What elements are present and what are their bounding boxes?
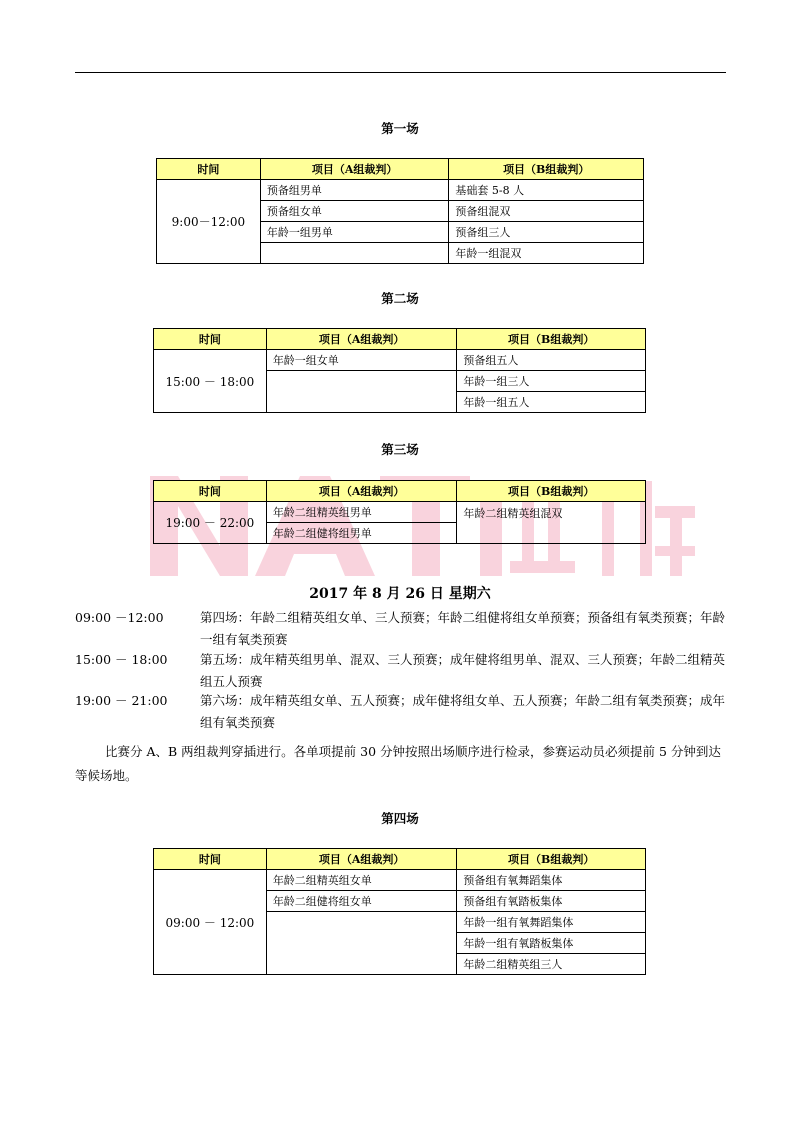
a-cell: 年龄一组女单 bbox=[266, 350, 457, 371]
b-cell: 年龄二组精英组三人 bbox=[457, 954, 646, 975]
time-cell: 15:00 － 18:00 bbox=[154, 350, 267, 413]
header-b: 项目（B组裁判） bbox=[457, 849, 646, 870]
session-1-table bbox=[156, 158, 644, 264]
schedule-desc: 第五场：成年精英组男单、混双、三人预赛；成年健将组男单、混双、三人预赛；年龄二组精英组五人预赛 bbox=[200, 652, 726, 689]
schedule-line bbox=[75, 690, 735, 734]
time-cell: 09:00 － 12:00 bbox=[154, 870, 267, 975]
a-cell: 年龄一组男单 bbox=[260, 222, 449, 243]
schedule-desc: 第四场：年龄二组精英组女单、三人预赛；年龄二组健将组女单预赛；预备组有氧类预赛；年龄一组有氧类预赛 bbox=[200, 610, 726, 647]
session-4-table bbox=[153, 848, 646, 975]
header-a: 项目（A组裁判） bbox=[260, 159, 449, 180]
b-cell: 预备组混双 bbox=[449, 201, 644, 222]
a-cell: 预备组女单 bbox=[260, 201, 449, 222]
a-cell: 年龄二组健将组女单 bbox=[266, 891, 457, 912]
b-cell: 年龄一组混双 bbox=[449, 243, 644, 264]
a-cell-empty bbox=[266, 371, 457, 413]
b-cell: 预备组有氧舞蹈集体 bbox=[457, 870, 646, 891]
session-3-title: 第三场 bbox=[381, 442, 419, 457]
header-a: 项目（A组裁判） bbox=[266, 481, 457, 502]
session-2-table bbox=[153, 328, 646, 413]
schedule-time: 09:00 －12:00 bbox=[75, 610, 164, 625]
header-rule bbox=[75, 72, 726, 73]
date-title: 2017 年 8 月 26 日 星期六 bbox=[309, 586, 491, 602]
header-time: 时间 bbox=[154, 329, 267, 350]
table-header-row bbox=[154, 329, 646, 350]
header-time: 时间 bbox=[154, 481, 267, 502]
b-cell: 基础套 5-8 人 bbox=[449, 180, 644, 201]
session-1-title: 第一场 bbox=[381, 121, 419, 136]
a-cell: 年龄二组健将组男单 bbox=[266, 523, 457, 544]
schedule-time: 15:00 － 18:00 bbox=[75, 652, 168, 667]
table-header-row bbox=[154, 481, 646, 502]
header-b: 项目（B组裁判） bbox=[457, 481, 646, 502]
b-cell: 年龄一组有氧舞蹈集体 bbox=[457, 912, 646, 933]
note-paragraph: 比赛分 A、B 两组裁判穿插进行。各单项提前 30 分钟按照出场顺序进行检录，参赛运动员必须提前 5 分钟到达等候场地。 bbox=[75, 744, 721, 783]
session-3-table bbox=[153, 480, 646, 544]
table-row bbox=[154, 350, 646, 371]
header-time: 时间 bbox=[157, 159, 261, 180]
a-cell-empty bbox=[266, 912, 457, 975]
a-cell: 预备组男单 bbox=[260, 180, 449, 201]
table-header-row bbox=[157, 159, 644, 180]
b-cell: 预备组有氧踏板集体 bbox=[457, 891, 646, 912]
a-cell bbox=[260, 243, 449, 264]
b-cell: 年龄一组有氧踏板集体 bbox=[457, 933, 646, 954]
b-cell: 年龄二组精英组混双 bbox=[457, 502, 646, 544]
a-cell: 年龄二组精英组女单 bbox=[266, 870, 457, 891]
table-row bbox=[154, 870, 646, 891]
schedule-line bbox=[75, 607, 735, 651]
session-2-title: 第二场 bbox=[381, 291, 419, 306]
header-b: 项目（B组裁判） bbox=[449, 159, 644, 180]
time-cell: 9:00－12:00 bbox=[157, 180, 261, 264]
b-cell: 预备组三人 bbox=[449, 222, 644, 243]
table-row bbox=[157, 180, 644, 201]
header-time: 时间 bbox=[154, 849, 267, 870]
b-cell: 年龄一组五人 bbox=[457, 392, 646, 413]
b-cell: 年龄一组三人 bbox=[457, 371, 646, 392]
header-a: 项目（A组裁判） bbox=[266, 849, 457, 870]
time-cell: 19:00 － 22:00 bbox=[154, 502, 267, 544]
header-b: 项目（B组裁判） bbox=[457, 329, 646, 350]
session-4-title: 第四场 bbox=[381, 811, 419, 826]
schedule-desc: 第六场：成年精英组女单、五人预赛；成年健将组女单、五人预赛；年龄二组有氧类预赛；成年组有氧类预赛 bbox=[200, 693, 726, 730]
b-cell: 预备组五人 bbox=[457, 350, 646, 371]
schedule-line bbox=[75, 649, 735, 693]
table-row bbox=[154, 502, 646, 523]
schedule-time: 19:00 － 21:00 bbox=[75, 693, 168, 708]
a-cell: 年龄二组精英组男单 bbox=[266, 502, 457, 523]
header-a: 项目（A组裁判） bbox=[266, 329, 457, 350]
table-header-row bbox=[154, 849, 646, 870]
